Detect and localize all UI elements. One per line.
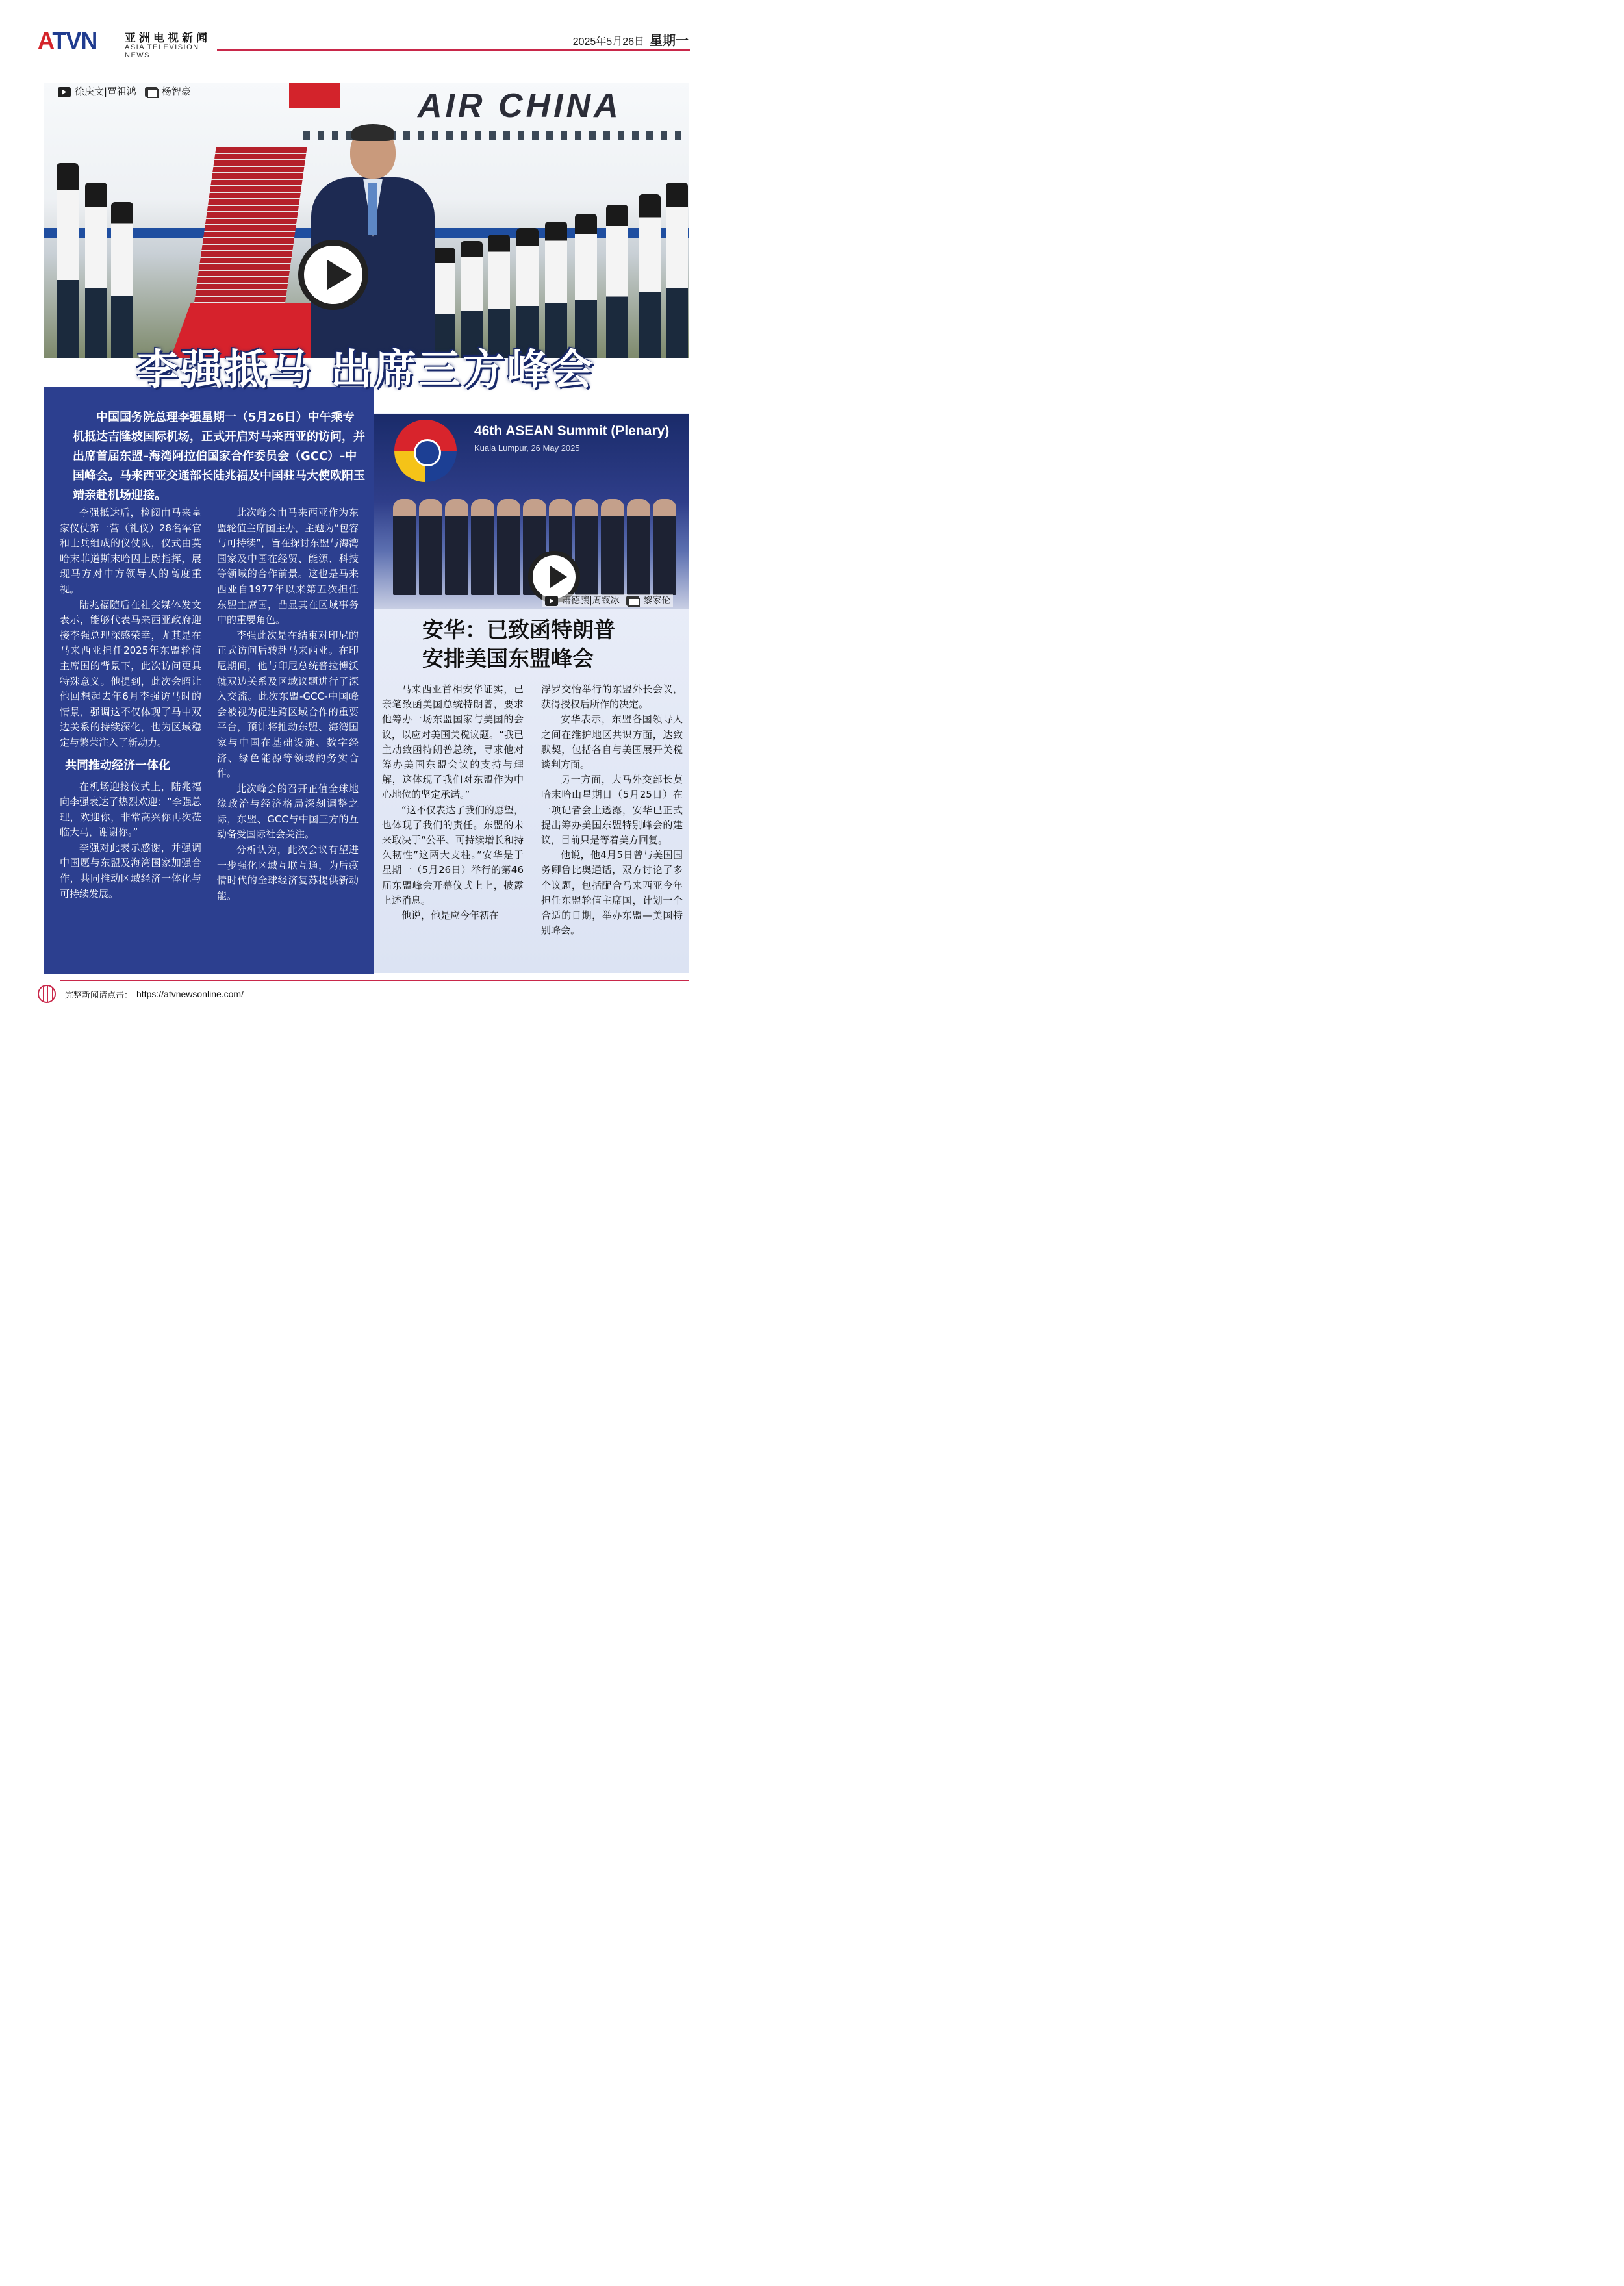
secondary-headline: [422, 616, 676, 673]
logo-a-letter: A: [38, 27, 53, 54]
article-column-1: [60, 505, 201, 902]
video-camera-icon: [545, 596, 558, 606]
leader-figure: [445, 499, 468, 595]
honor-guard: [606, 205, 628, 358]
logo-mark: ATVN: [38, 27, 97, 54]
leader-figure: [393, 499, 416, 595]
asean-summit-photo[interactable]: [374, 414, 689, 609]
video-editor-icon: [626, 596, 639, 606]
video-editor-icon: [145, 87, 158, 97]
play-video-icon[interactable]: [298, 240, 368, 310]
hero-credit-photo: 徐庆文|覃祖鸿: [75, 86, 137, 97]
paragraph: 李强此次是在结束对印尼的正式访问后转赴马来西亚。在印尼期间，他与印尼总统普拉博沃就双边关系及区域议题进行了深入交流。此次东盟-GCC-中国峰会被视为促进跨区域合作的重要平台，预计将推动东盟、海湾国家与中国在基础设施、数字经济、绿色能源等领域的务实合作。: [217, 629, 359, 780]
date-text: 2025年5月26日: [572, 36, 644, 47]
lead-paragraph: 中国国务院总理李强星期一（5月26日）中午乘专机抵达吉隆坡国际机场，正式开启对马来西亚的访问，并出席首届东盟–海湾阿拉伯国家合作委员会（GCC）–中国峰会。马来西亚交通部长陆兆福及中国驻马大使欧阳玉靖亲赴机场迎接。: [73, 411, 365, 502]
hair: [351, 124, 394, 141]
issue-date: [573, 30, 689, 49]
photo2-credit: [542, 594, 673, 607]
article-column-2: [217, 505, 359, 904]
weekday-text: 星期一: [650, 32, 689, 48]
paragraph: 分析认为，此次会议有望进一步强化区域互联互通，为后疫情时代的全球经济复苏提供新动能。: [217, 844, 359, 902]
logo-english-name: ASIA TELEVISION NEWS: [125, 44, 199, 59]
paragraph: 安华表示，东盟各国领导人之间在维护地区共识方面，达致默契，包括各自与美国展开关税谈判方面。: [541, 713, 683, 771]
leader-figure: [471, 499, 494, 595]
paragraph: 浮罗交怡举行的东盟外长会议，获得授权后所作的决定。: [541, 683, 683, 711]
leader-figure: [627, 499, 650, 595]
paragraph: 在机场迎接仪式上，陆兆福向李强表达了热烈欢迎：“李强总理，欢迎你，非常高兴你再次莅临大马，谢谢你。”: [60, 780, 201, 839]
hero-photo[interactable]: [44, 83, 689, 358]
honor-guard: [57, 163, 79, 358]
secondary-column-1: [382, 682, 524, 923]
footer-divider: [60, 980, 689, 981]
paragraph: 另一方面，大马外交部长莫哈末哈山星期日（5月25日）在一项记者会上透露，安华已正式提出筹办美国东盟特别峰会的建议，目前只是等着美方回复。: [541, 774, 683, 846]
summit-banner-subtitle: Kuala Lumpur, 26 May 2025: [474, 443, 580, 453]
china-flag: [289, 83, 340, 108]
hero-credit: [58, 84, 191, 98]
paragraph: 李强抵达后，检阅由马来皇家仪仗第一营（礼仪）28名军官和士兵组成的仪仗队，仪式由莫哈末菲道斯末哈因上尉指挥，展现马方对中方领导人的高度重视。: [60, 507, 201, 595]
header-divider: [217, 49, 690, 51]
headline-line: 安华：已致函特朗普: [422, 617, 615, 642]
honor-guard: [85, 183, 107, 358]
section-subheading: 共同推动经济一体化: [65, 758, 170, 772]
main-headline: 李强抵马 出席三方峰会: [136, 346, 596, 394]
paragraph: 李强对此表示感谢，并强调中国愿与东盟及海湾国家加强合作，共同推动区域经济一体化与可持续发展。: [60, 841, 201, 900]
globe-icon: [38, 985, 56, 1003]
website-link[interactable]: https://atvnewsonline.com/: [136, 989, 244, 999]
logo-chinese-name: 亚洲电视新闻: [125, 32, 210, 45]
leader-figure: [419, 499, 442, 595]
airplane-livery-text: AIR CHINA: [418, 87, 622, 125]
leader-figure: [601, 499, 624, 595]
asean-logo-icon: [394, 420, 457, 482]
honor-guard: [111, 202, 133, 358]
paragraph: 他说，他是应今年初在: [401, 909, 500, 922]
article-lead: [73, 408, 365, 505]
secondary-column-2: [541, 682, 683, 938]
tie: [368, 183, 377, 235]
hero-credit-video: 杨智豪: [161, 86, 191, 97]
photo2-credit-video: 黎家伦: [643, 596, 671, 606]
photo2-credit-photo: 萧德骧|周钗冰: [562, 596, 620, 606]
summit-banner-title: 46th ASEAN Summit (Plenary): [474, 424, 670, 438]
paragraph: 此次峰会由马来西亚作为东盟轮值主席国主办，主题为“包容与可持续”，旨在探讨东盟与海湾国家及中国在经贸、能源、科技等领域的合作前景。这也是马来西亚自1977年以来第五次担任东盟主席国，凸显其在区域事务中的重要角色。: [217, 507, 359, 626]
footer: [38, 985, 244, 1003]
news-page: [0, 0, 728, 1024]
headline-line: 安排美国东盟峰会: [422, 646, 594, 671]
video-camera-icon: [58, 87, 71, 97]
atvn-logo[interactable]: [38, 27, 220, 59]
footer-label: 完整新闻请点击：: [65, 990, 133, 1000]
paragraph: 陆兆福随后在社交媒体发文表示，能够代表马来西亚政府迎接李强总理深感荣幸，尤其是在马来西亚担任2025年东盟轮值主席国的背景下，此次访问更具特殊意义。他提到，此次会晤让他回想起去年6月李强访马时的情景，强调这不仅体现了马中双边关系的持续深化，也为区域稳定与繁荣注入了新动力。: [60, 598, 201, 748]
paragraph: 他说，他4月5日曾与美国国务卿鲁比奥通话，双方讨论了多个议题，包括配合马来西亚今年担任东盟轮值主席国，计划一个合适的日期，举办东盟—美国特别峰会。: [541, 849, 683, 937]
leader-figure: [653, 499, 676, 595]
honor-guard: [666, 183, 688, 358]
paragraph: 马来西亚首相安华证实，已亲笔致函美国总统特朗普，要求他筹办一场东盟国家与美国的会议，以应对美国关税议题。“我已主动致函特朗普总统，寻求他对筹办美国东盟会议的支持与理解，这体现了我们对东盟作为中心地位的坚定承诺。”: [382, 683, 524, 801]
paragraph: “这不仅表达了我们的愿望，也体现了我们的责任。东盟的未来取决于“公平、可持续增长和持久韧性”这两大支柱。”安华是于星期一（5月26日）举行的第46届东盟峰会开幕仪式上上，披露上述消息。: [382, 804, 524, 906]
leader-figure: [497, 499, 520, 595]
honor-guard: [639, 194, 661, 358]
paragraph: 此次峰会的召开正值全球地缘政治与经济格局深刻调整之际，东盟、GCC与中国三方的互动备受国际社会关注。: [217, 782, 359, 841]
